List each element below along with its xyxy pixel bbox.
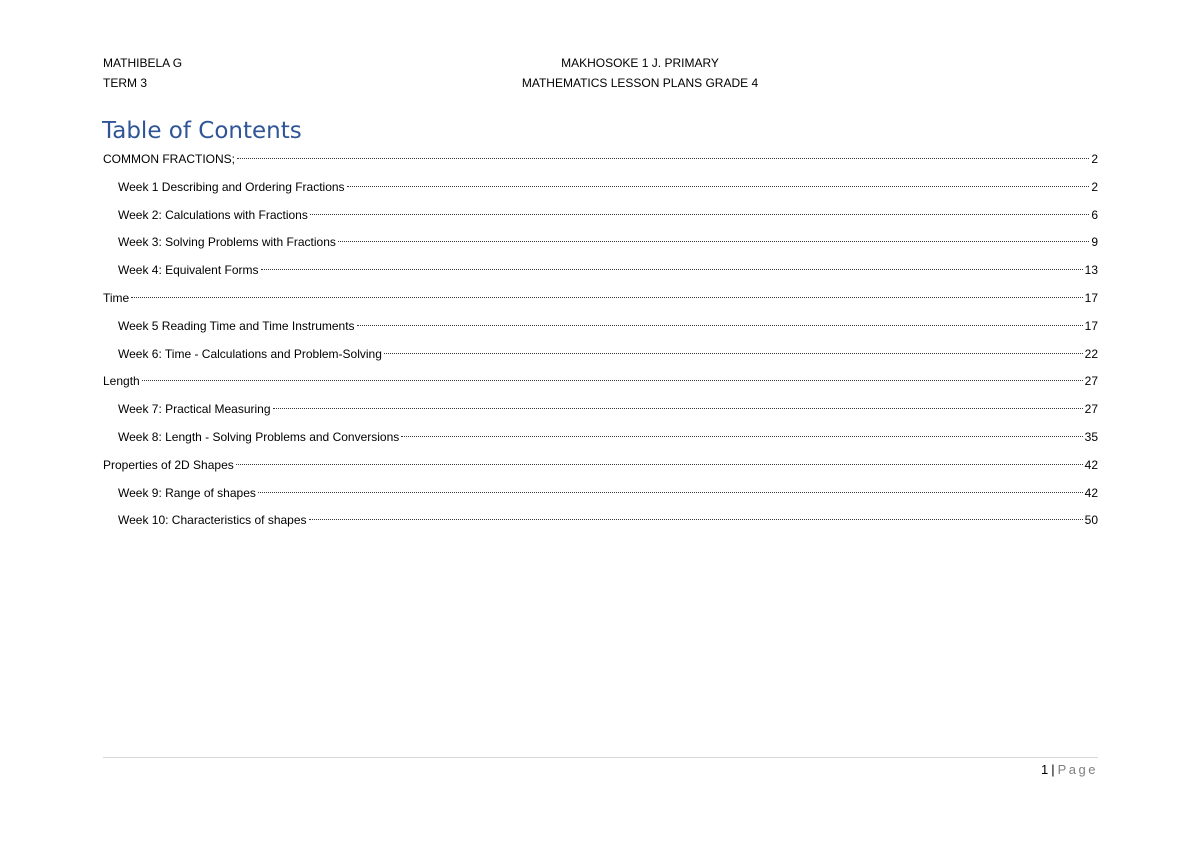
- toc-leader-dots: [142, 380, 1083, 381]
- toc-entry-page[interactable]: 22: [1084, 346, 1098, 361]
- toc-entry-page[interactable]: 35: [1084, 429, 1098, 444]
- toc-entry-text[interactable]: Week 10: Characteristics of shapes: [118, 513, 307, 528]
- toc-entry-page[interactable]: 50: [1084, 513, 1098, 528]
- toc-entry-text[interactable]: Week 8: Length - Solving Problems and Conversions: [118, 429, 400, 444]
- header-center: [440, 53, 840, 93]
- toc-entry-page[interactable]: 27: [1084, 374, 1098, 389]
- toc-entry[interactable]: [103, 344, 1098, 372]
- toc-entry[interactable]: [103, 455, 1098, 483]
- toc-entry-page[interactable]: 17: [1084, 318, 1098, 333]
- toc-entry-text[interactable]: Week 5 Reading Time and Time Instruments: [118, 318, 355, 333]
- header-left: [103, 53, 303, 93]
- toc-entry-text[interactable]: Time: [103, 290, 130, 305]
- toc-entry-text[interactable]: Week 7: Practical Measuring: [118, 402, 271, 417]
- toc-entry-text[interactable]: Properties of 2D Shapes: [103, 457, 234, 472]
- toc-entry[interactable]: [103, 371, 1098, 399]
- toc-entry-page[interactable]: 42: [1084, 457, 1098, 472]
- toc-entry[interactable]: [103, 232, 1098, 260]
- toc-entry[interactable]: [103, 427, 1098, 455]
- toc-title: Table of Contents: [102, 118, 302, 144]
- toc-leader-dots: [401, 436, 1082, 437]
- toc-leader-dots: [261, 269, 1083, 270]
- toc-entry[interactable]: [103, 483, 1098, 511]
- toc-entry-text[interactable]: COMMON FRACTIONS;: [103, 152, 235, 166]
- toc-entry[interactable]: [103, 149, 1098, 177]
- toc-entry-page[interactable]: 2: [1091, 152, 1098, 166]
- header-school: MAKHOSOKE 1 J. PRIMARY: [561, 56, 719, 70]
- toc-leader-dots: [309, 519, 1083, 520]
- toc-entry-page[interactable]: 17: [1084, 290, 1098, 305]
- toc-leader-dots: [258, 492, 1083, 493]
- toc-leader-dots: [357, 325, 1083, 326]
- toc-entry[interactable]: [103, 205, 1098, 233]
- toc-leader-dots: [237, 158, 1089, 159]
- toc-entry-text[interactable]: Week 4: Equivalent Forms: [118, 263, 259, 278]
- toc-entry-text[interactable]: Week 9: Range of shapes: [118, 485, 256, 500]
- toc-entry-text[interactable]: Week 6: Time - Calculations and Problem-Solving: [118, 346, 382, 361]
- toc-entry-page[interactable]: 27: [1084, 402, 1098, 417]
- toc-entry-page[interactable]: 9: [1091, 235, 1098, 250]
- toc-entry[interactable]: [103, 288, 1098, 316]
- toc-entry-page[interactable]: 42: [1084, 485, 1098, 500]
- toc-entry[interactable]: [103, 177, 1098, 205]
- table-of-contents: [103, 149, 1098, 538]
- footer-page-label: Page: [1057, 762, 1098, 777]
- toc-leader-dots: [236, 464, 1083, 465]
- toc-entry-page[interactable]: 2: [1091, 179, 1098, 194]
- toc-leader-dots: [273, 408, 1083, 409]
- toc-entry-page[interactable]: 6: [1091, 207, 1098, 222]
- toc-entry[interactable]: [103, 260, 1098, 288]
- toc-entry-page[interactable]: 13: [1084, 263, 1098, 278]
- header-author: MATHIBELA G: [103, 56, 183, 70]
- toc-entry[interactable]: [103, 399, 1098, 427]
- page-footer: [1041, 761, 1098, 779]
- footer-page-number: 1: [1041, 762, 1049, 777]
- toc-entry[interactable]: [103, 510, 1098, 538]
- header-subject: MATHEMATICS LESSON PLANS GRADE 4: [521, 76, 759, 90]
- header-term: TERM 3: [103, 76, 148, 90]
- toc-leader-dots: [131, 297, 1082, 298]
- footer-divider: [103, 757, 1098, 758]
- toc-entry-text[interactable]: Week 3: Solving Problems with Fractions: [118, 235, 336, 250]
- toc-leader-dots: [338, 241, 1089, 242]
- toc-entry-text[interactable]: Week 2: Calculations with Fractions: [118, 207, 308, 222]
- toc-leader-dots: [310, 214, 1089, 215]
- toc-leader-dots: [384, 353, 1083, 354]
- toc-entry-text[interactable]: Length: [103, 374, 140, 389]
- toc-entry-text[interactable]: Week 1 Describing and Ordering Fractions: [118, 179, 345, 194]
- toc-leader-dots: [347, 186, 1090, 187]
- footer-separator: |: [1051, 762, 1055, 777]
- toc-entry[interactable]: [103, 316, 1098, 344]
